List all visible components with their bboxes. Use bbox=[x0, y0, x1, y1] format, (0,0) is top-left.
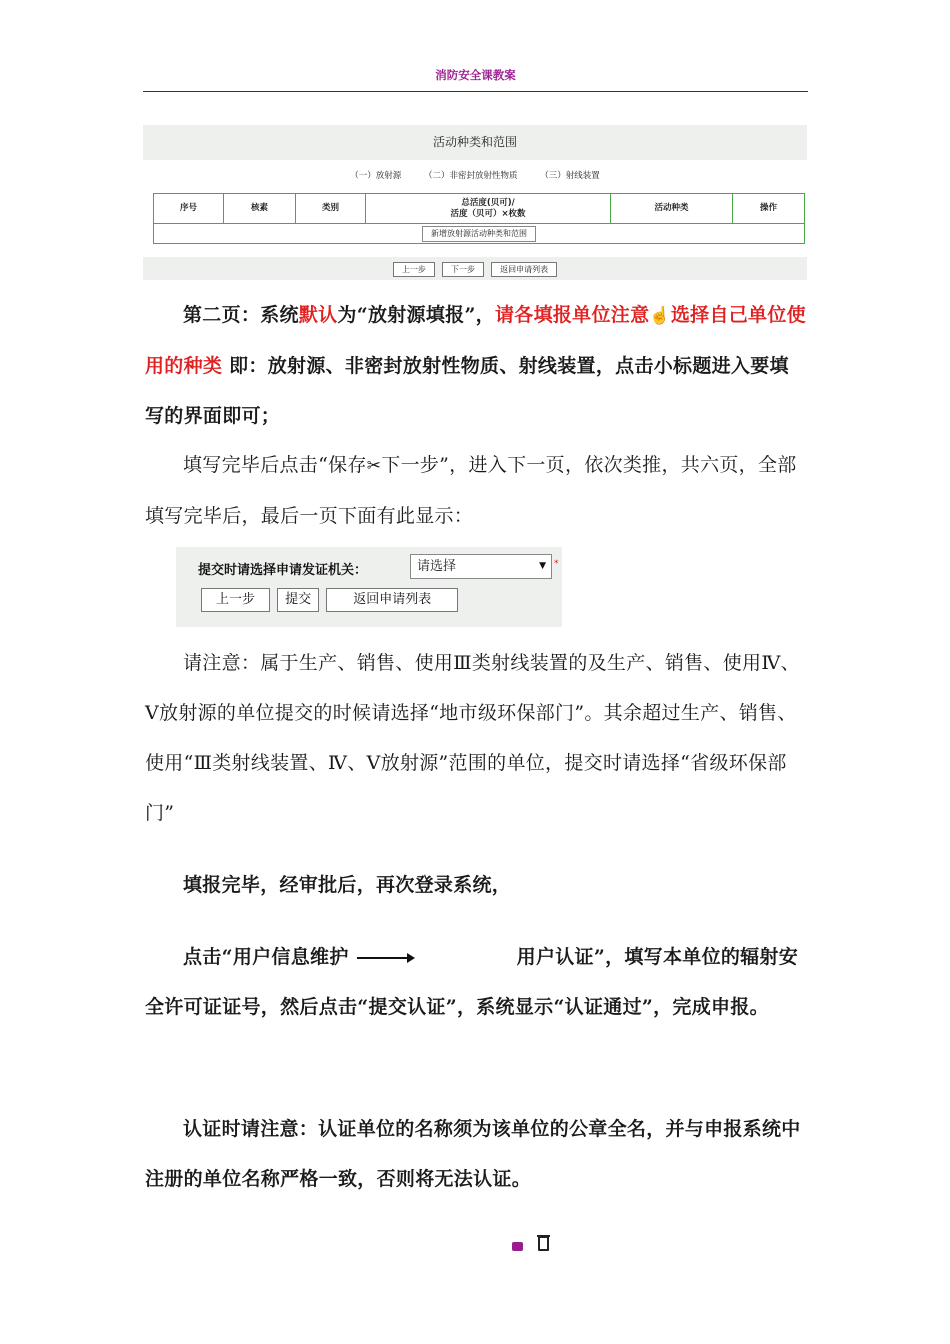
col-category: 类别 bbox=[296, 194, 366, 224]
footer-icons bbox=[512, 1236, 562, 1256]
paragraph-save-next: 填写完毕后点击“保存✂下一步”，进入下一页，依次类推，共六页，全部填写完毕后，最后一页下面有此显示： bbox=[145, 454, 797, 527]
next-button[interactable]: 下一步 bbox=[442, 262, 484, 277]
arrow-right-icon bbox=[357, 957, 413, 959]
tab-unsealed-material[interactable]: （二）非密封放射性物质 bbox=[423, 171, 518, 181]
submit-authority-screenshot bbox=[176, 547, 562, 627]
col-index: 序号 bbox=[154, 194, 224, 224]
required-star: * bbox=[554, 559, 559, 569]
page-icon bbox=[512, 1242, 523, 1251]
prev-button[interactable]: 上一步 bbox=[393, 262, 435, 277]
activity-types-screenshot bbox=[143, 125, 807, 280]
authority-select[interactable]: 请选择 ▼ bbox=[410, 554, 552, 579]
col-activity: 总活度(贝可)/ 活度（贝可）×枚数 bbox=[366, 194, 611, 224]
return-list-button[interactable]: 返回申请列表 bbox=[326, 588, 458, 612]
submit-buttons bbox=[201, 588, 460, 612]
trash-icon bbox=[538, 1236, 549, 1251]
tab-radioactive-source[interactable]: （一）放射源 bbox=[350, 171, 402, 181]
scissors-icon: ✂ bbox=[366, 456, 382, 476]
add-source-button[interactable]: 新增放射源活动种类和范围 bbox=[422, 226, 536, 242]
category-tabs bbox=[143, 165, 807, 187]
col-activity-type: 活动种类 bbox=[611, 194, 733, 224]
tab-ray-device[interactable]: （三）射线装置 bbox=[540, 171, 600, 181]
col-nuclide: 核素 bbox=[224, 194, 296, 224]
page-header bbox=[143, 60, 808, 92]
dropdown-arrow-icon: ▼ bbox=[539, 561, 546, 571]
paragraph-page-two: 第二页：系统默认为“放射源填报”，请各填报单位注意☝选择自己单位使用的种类 即：放射源、非密封放射性物质、射线装置，点击小标题进入要填写的界面即可； bbox=[145, 304, 806, 427]
paragraph-login-again: 填报完毕，经审批后，再次登录系统， bbox=[183, 874, 512, 896]
paragraph-user-auth: 点击“用户信息维护 用户认证”，填写本单位的辐射安全许可证证号，然后点击“提交认证”，系统显示“认证通过”，完成申报。 bbox=[145, 946, 799, 1018]
submit-button[interactable]: 提交 bbox=[277, 588, 319, 612]
activity-types-title: 活动种类和范围 bbox=[143, 125, 807, 160]
paragraph-notice-authority: 请注意：属于生产、销售、使用Ⅲ类射线装置的及生产、销售、使用Ⅳ、Ⅴ放射源的单位提交的时候请选择“地市级环保部门”。其余超过生产、销售、使用“Ⅲ类射线装置、Ⅳ、Ⅴ放射源”范围的单位，提交时请选择“省级环保部门” bbox=[145, 652, 800, 824]
prev-step-button[interactable]: 上一步 bbox=[201, 588, 270, 612]
nav-bar bbox=[143, 257, 807, 280]
col-operation: 操作 bbox=[733, 194, 805, 224]
header-title: 消防安全课教案 bbox=[435, 68, 516, 82]
source-table bbox=[153, 193, 805, 244]
authority-label: 提交时请选择申请发证机关： bbox=[198, 563, 368, 578]
back-to-list-button[interactable]: 返回申请列表 bbox=[491, 262, 557, 277]
paragraph-auth-notice: 认证时请注意：认证单位的名称须为该单位的公章全名，并与申报系统中注册的单位名称严格一致，否则将无法认证。 bbox=[145, 1118, 801, 1190]
table-row bbox=[154, 224, 805, 244]
hand-icon: ☝ bbox=[649, 306, 671, 326]
table-header-row bbox=[154, 194, 805, 224]
